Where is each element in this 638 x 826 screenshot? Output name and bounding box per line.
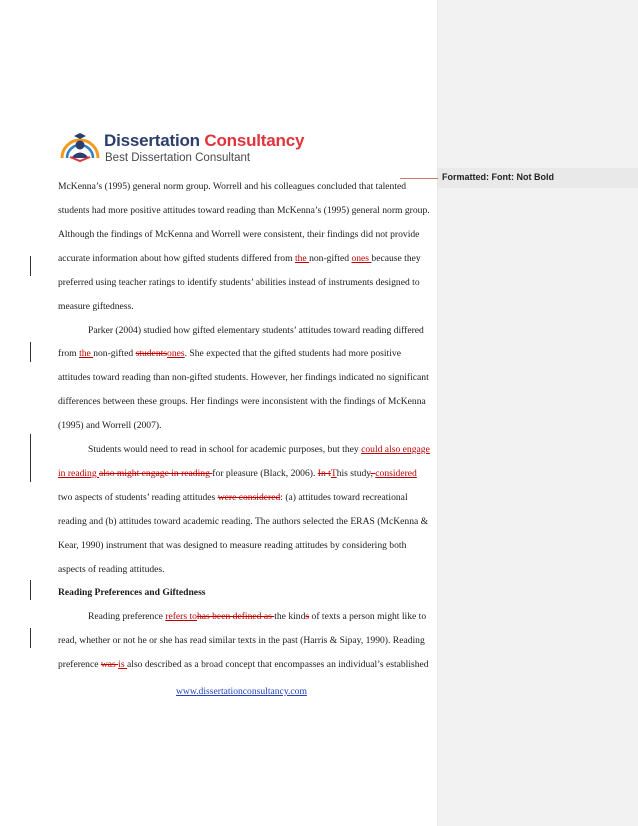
text-segment: two aspects of students’ reading attitudes (58, 492, 218, 503)
text-segment: the kind (274, 611, 306, 622)
text-line (58, 564, 165, 576)
text-segment: read, whether or not he or she has read similar texts in the past (Harris & Sipay, 1990). Reading (58, 635, 425, 646)
text-segment: Students would need to read in school for academic purposes, but they (88, 444, 362, 455)
deleted-text: was (100, 659, 119, 670)
text-line (58, 492, 408, 504)
text-segment: : (a) attitudes toward recreational (280, 492, 408, 503)
deleted-text: students (135, 348, 168, 359)
text-line (58, 229, 419, 241)
text-segment: accurate information about how gifted students differed from (58, 253, 295, 264)
deleted-text: In t (317, 468, 331, 479)
text-segment: for pleasure (Black, 2006). (212, 468, 318, 479)
deleted-text: also might engage in reading (99, 468, 213, 479)
text-line (58, 396, 426, 408)
text-segment: reading and (b) attitudes toward academic reading. The authors selected the ERAS (McKenna & (58, 516, 429, 527)
deleted-text: s (305, 611, 310, 622)
comment-connector-line (400, 178, 438, 179)
inserted-text: the (294, 253, 310, 264)
text-segment: his study (336, 468, 371, 479)
deleted-text: has been defined as (196, 611, 275, 622)
text-line (58, 468, 417, 480)
text-line (58, 516, 428, 528)
inserted-text: in reading (58, 468, 100, 479)
deleted-text: were considered (217, 492, 281, 503)
inserted-text: is (118, 659, 128, 670)
formatting-comment-label[interactable]: Formatted: Font: Not Bold (442, 172, 554, 182)
logo-title-part1: Dissertation (104, 131, 200, 150)
text-segment: preference (58, 659, 101, 670)
text-line (58, 372, 429, 384)
text-line (58, 420, 162, 432)
comment-pane (438, 0, 638, 826)
text-segment: non-gifted (309, 253, 352, 264)
comment-pane-divider (437, 0, 438, 826)
logo-title-part2: Consultancy (204, 131, 305, 150)
inserted-text: ones (351, 253, 372, 264)
text-line (58, 540, 406, 552)
text-segment: McKenna’s (1995) general norm group. Worrell and his colleagues concluded that talented (58, 181, 407, 192)
text-segment: Parker (2004) studied how gifted elementary students’ attitudes toward reading differed (88, 325, 424, 336)
text-line (58, 253, 421, 265)
text-line (58, 348, 401, 360)
text-segment: Kear, 1990) instrument that was designed to measure reading attitudes by considering both (58, 540, 407, 551)
text-segment: because they (371, 253, 421, 264)
text-segment: measure giftedness. (58, 301, 134, 312)
text-segment: Reading Preferences and Giftedness (58, 587, 206, 598)
text-line (88, 611, 426, 623)
text-segment: . She expected that the gifted students had more positive (184, 348, 401, 359)
text-line (58, 659, 429, 671)
text-segment: preferred using teacher ratings to identify students’ abilities instead of instruments designed to (58, 277, 420, 288)
text-line (88, 325, 424, 337)
text-segment: of texts a person might like to (309, 611, 427, 622)
inserted-text: could also engage (361, 444, 430, 455)
text-segment: (1995) and Worrell (2007). (58, 420, 162, 431)
deleted-text: , (370, 468, 376, 479)
dissertation-consultancy-logo-icon (58, 128, 102, 164)
text-segment: also described as a broad concept that encompasses an individual’s established (127, 659, 429, 670)
text-line (58, 301, 134, 313)
text-segment: students had more positive attitudes toward reading than McKenna’s (1995) general norm group. (58, 205, 430, 216)
text-segment: aspects of reading attitudes. (58, 564, 165, 575)
text-segment: attitudes toward reading than non-gifted students. However, her findings indicated no significant (58, 372, 429, 383)
inserted-text: refers to (165, 611, 197, 622)
logo-subtitle: Best Dissertation Consultant (105, 152, 251, 164)
change-bar (30, 256, 31, 276)
inserted-text: ones (167, 348, 185, 359)
footer-website-link[interactable]: www.dissertationconsultancy.com (176, 686, 307, 697)
text-line (88, 444, 430, 456)
change-bar (30, 434, 31, 482)
text-segment: Although the findings of McKenna and Worrell were consistent, their findings did not provide (58, 229, 420, 240)
inserted-text: T (330, 468, 337, 479)
text-line (58, 635, 425, 647)
text-segment: Reading preference (88, 611, 166, 622)
text-segment: non-gifted (93, 348, 136, 359)
text-segment: differences between these groups. Her findings were inconsistent with the findings of McKenna (58, 396, 426, 407)
change-bar (30, 580, 31, 600)
text-segment: from (58, 348, 80, 359)
logo-title (104, 131, 304, 151)
text-line (58, 181, 406, 193)
inserted-text: the (79, 348, 94, 359)
text-line (58, 205, 430, 217)
change-bar (30, 628, 31, 648)
inserted-text: considered (375, 468, 417, 479)
section-heading (58, 587, 206, 599)
change-bar (30, 342, 31, 362)
text-line (58, 277, 420, 289)
